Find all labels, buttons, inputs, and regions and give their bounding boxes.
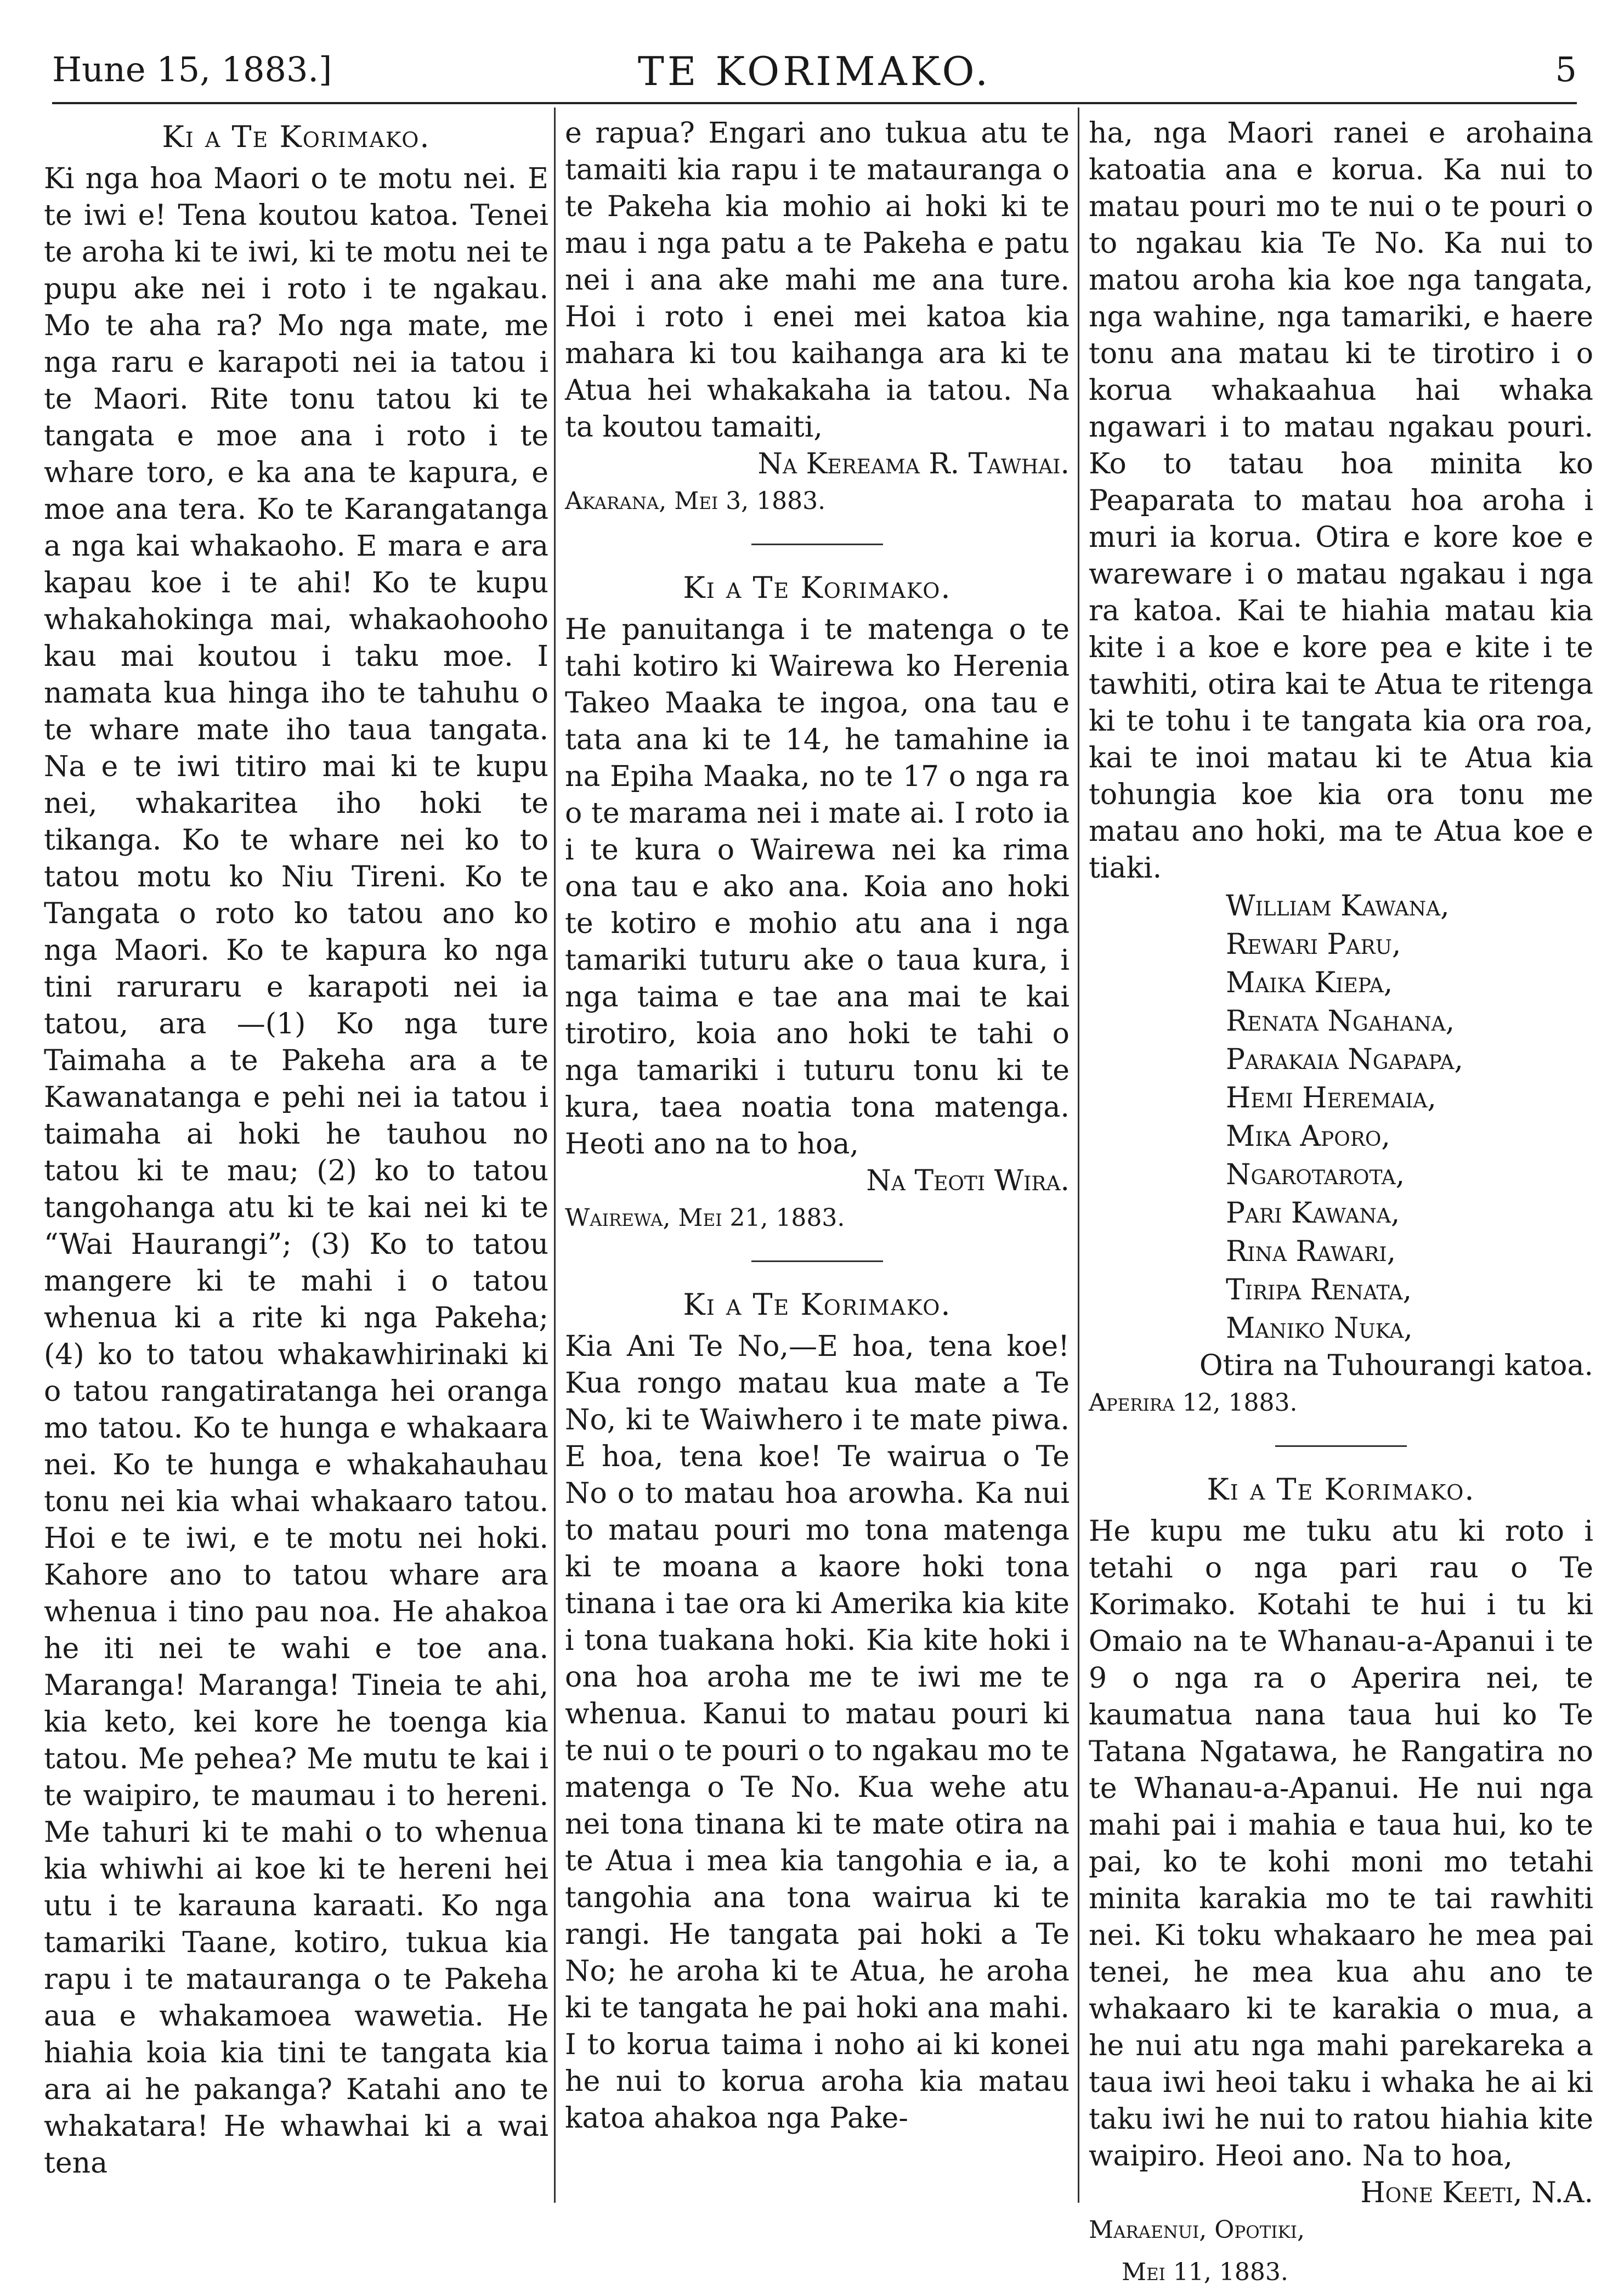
letter-heading: Ki a Te Korimako. [162,120,431,154]
signatory-list [1089,887,1593,1348]
letter-place: Maraenui, Opotiki, [1089,2216,1305,2244]
section-separator [1275,1445,1407,1447]
column-divider-1 [554,108,556,2203]
signatory: Ngarotarota, [1226,1158,1405,1191]
letter-heading: Ki a Te Korimako. [683,1287,952,1322]
letter-signature: Na Teoti Wira. [866,1164,1070,1197]
masthead [52,33,1577,99]
signatory: Parakaia Ngapapa, [1226,1043,1463,1076]
signatory: Rewari Paru, [1226,928,1401,961]
letter-place-date: Akarana, Mei 3, 1883. [565,487,826,515]
signatory: Pari Kawana, [1226,1197,1400,1230]
page-number: 5 [1555,49,1577,89]
column-1 [44,115,548,2182]
letter-heading: Ki a Te Korimako. [1207,1472,1475,1507]
issue-date: Hune 15, 1883.] [52,49,332,89]
section-separator [751,1260,883,1262]
newspaper-title: TE KORIMAKO. [637,48,992,94]
letter-signature: Na Kereama R. Tawhai. [757,448,1070,480]
signatory: Hemi Heremaia, [1226,1082,1436,1115]
letter-date: Mei 11, 1883. [1122,2258,1288,2286]
letter-heading: Ki a Te Korimako. [683,570,952,605]
column-divider-2 [1078,108,1079,2203]
letter-body-continued: ha, nga Maori ranei e arohaina katoatia ana e korua. Ka nui to matau pouri mo te nui o te pouri o to ngakau kia Te No. Ka nui to matou aroha kia koe nga tangata, nga wahine, nga tamariki, e haere tonu ana matau ki te tirotiro i o korua whakaahua hai whaka ngawari i to matau ngakau pouri. Ko to tatau hoa minita ko Peaparata to matau hoa aroha i muri ia korua. Otira e kore koe e wareware i o matau ngakau i nga ra katoa. Kai te hiahia matau kia kite i a koe e kore pea e kite i te tawhiti, otira kai te Atua te ritenga ki te tohu i te tangata kia ora roa, kai te inoi matau ki te Atua kia tohungia koe kia ora tonu me matau ano hoki, ma te Atua koe e tiaki. [1089,117,1593,885]
section-separator [751,544,883,545]
letter-body: Ki nga hoa Maori o te motu nei. E te iwi e! Tena koutou katoa. Tenei te aroha ki te iwi, ki te motu nei te pupu ake nei i roto i te ngakau. Mo te aha ra? Mo nga mate, me nga raru e karapoti nei ia tatou i te Maori. Rite tonu tatou ki te tangata e moe ana i roto i te whare toro, e ka ana te kapura, e moe ana tera. Ko te Karangatanga a nga kai whakaoho. E mara e ara kapau koe i te ahi! Ko te kupu whakahokinga mai, whakaohooho kau mai koutou i taku moe. I namata kua hinga iho te tahuhu o te whare mate iho taua tangata. Na e te iwi titiro mai ki te kupu nei, whakaritea iho hoki te tikanga. Ko te whare nei ko to tatou motu ko Niu Tireni. Ko te Tangata o roto ko tatou ano ko nga Maori. Ko te kapura ko nga tini raruraru e karapoti nei ia tatou, ara —(1) Ko nga ture Taimaha a te Pakeha ara a te Kawanatanga e pehi nei ia tatou i taimaha ai hoki he tauhou no tatou ki te mau; (2) ko to tatou tangohanga atu ki te kai nei ki te “Wai Haurangi”; (3) Ko to tatou mangere ki te mahi i o tatou whenua ki a rite ki nga Pakeha; (4) ko to tatou whakawhirinaki ki o tatou rangatiratanga hei oranga mo tatou. Ko te hunga e whakaara nei. Ko te hunga e whakahauhau tonu nei kia whai whakaaro tatou. Hoi e te iwi, e te motu nei hoki. Kahore ano to tatou whare ara whenua i tino pau noa. He ahakoa he iti nei te wahi e toe ana. Maranga! Maranga! Tineia te ahi, kia keto, kei kore he toenga kia tatou. Me pehea? Me mutu te kai i te waipiro, te maumau i to hereni. Me tahuri ki te mahi o to whenua kia whiwhi ai koe ki te hereni hei utu i te karauna karaati. Ko nga tamariki Taane, kotiro, tukua kia rapu i te matauranga o te Pakeha aua e whakamoea wawetia. He hiahia koia kia tini te tangata kia ara ai he pakanga? Katahi ano te whakatara! He whawhai ki a wai tena [44,162,548,2180]
signatory: Mika Aporo, [1226,1120,1390,1153]
tribe-closing: Otira na Tuhourangi katoa. [1199,1349,1593,1382]
signatory: Maika Kiepa, [1226,966,1393,999]
column-3 [1089,115,1593,2296]
signatory: Rina Rawari, [1226,1235,1396,1268]
letter-signature: Hone Keeti, N.A. [1360,2176,1593,2209]
signatory: Tiripa Renata, [1226,1274,1412,1307]
signatory: Maniko Nuka, [1226,1312,1413,1345]
signatory: Renata Ngahana, [1226,1005,1455,1038]
letter-body: Kia Ani Te No,—E hoa, tena koe! Kua rongo matau kua mate a Te No, ki te Waiwhero i te mate piwa. E hoa, tena koe! Te wairua o Te No o to matau hoa arowha. Ka nui to matau pouri mo tona matenga ki te moana a kaore hoki tona tinana i tae ora ki Amerika kia kite i tona tuakana hoki. Kia kite hoki i ona hoa aroha me te iwi me te whenua. Kanui to matau pouri ki te nui o te pouri o to ngakau mo te matenga o Te No. Kua wehe atu nei tona tinana ki te mate otira na te Atua i mea kia tangohia e ia, a tangohia ana tona wairua ki te rangi. He tangata pai hoki a Te No; he aroha ki te Atua, he aroha ki te tangata he pai hoki ana mahi. I to korua taima i noho ai ki konei he nui to korua aroha kia matau katoa ahakoa nga Pake- [565,1330,1070,2135]
letter-place-date: Wairewa, Mei 21, 1883. [565,1204,845,1232]
masthead-rule [52,102,1577,104]
column-2 [565,115,1070,2137]
letter-date: Aperira 12, 1883. [1089,1389,1298,1417]
letter-body: He kupu me tuku atu ki roto i tetahi o nga pari rau o Te Korimako. Kotahi te hui i tu ki Omaio na te Whanau-a-Apanui i te 9 o nga ra o Aperira nei, te kaumatua nana taua hui ko Te Tatana Ngatawa, he Rangatira no te Whanau-a-Apanui. He nui nga mahi pai i mahia e taua hui, ko te pai, ko te kohi moni mo tetahi minita karakia mo te tai rawhiti nei. Ki toku whakaaro he mea pai tenei, he mea kua ahu ano te whakaaro ki te karakia o mua, a he nui atu nga mahi parekareka a taua iwi heoi taku i whaka he ai ki taku iwi he nui to ratou hiahia kite waipiro. Heoi ano. Na to hoa, [1089,1515,1593,2173]
letter-body: He panuitanga i te matenga o te tahi kotiro ki Wairewa ko Herenia Takeo Maaka te ingoa, ona tau e tata ana ki te 14, he tamahine ia na Epiha Maaka, no te 17 o nga ra o te marama nei i mate ai. I roto ia i te kura o Wairewa nei ka rima ona tau e ako ana. Koia ano hoki te kotiro e mohio atu ana i nga tamariki tuturu ake o taua kura, i nga taima e tae ana mai te kai tirotiro, koia ano hoki te tahi o nga tamariki i tuturu tonu ki te kura, taea noatia tona matenga. Heoti ano na to hoa, [565,613,1070,1161]
letter-body-continued: e rapua? Engari ano tukua atu te tamaiti kia rapu i te matauranga o te Pakeha kia mohio ai hoki ki te mau i nga patu a te Pakeha e patu nei i ana ake mahi me ana ture. Hoi i roto i enei mei katoa kia mahara ki tou kaihanga ara ki te Atua hei whakakaha ia tatou. Na ta koutou tamaiti, [565,117,1070,444]
signatory: William Kawana, [1226,890,1450,923]
